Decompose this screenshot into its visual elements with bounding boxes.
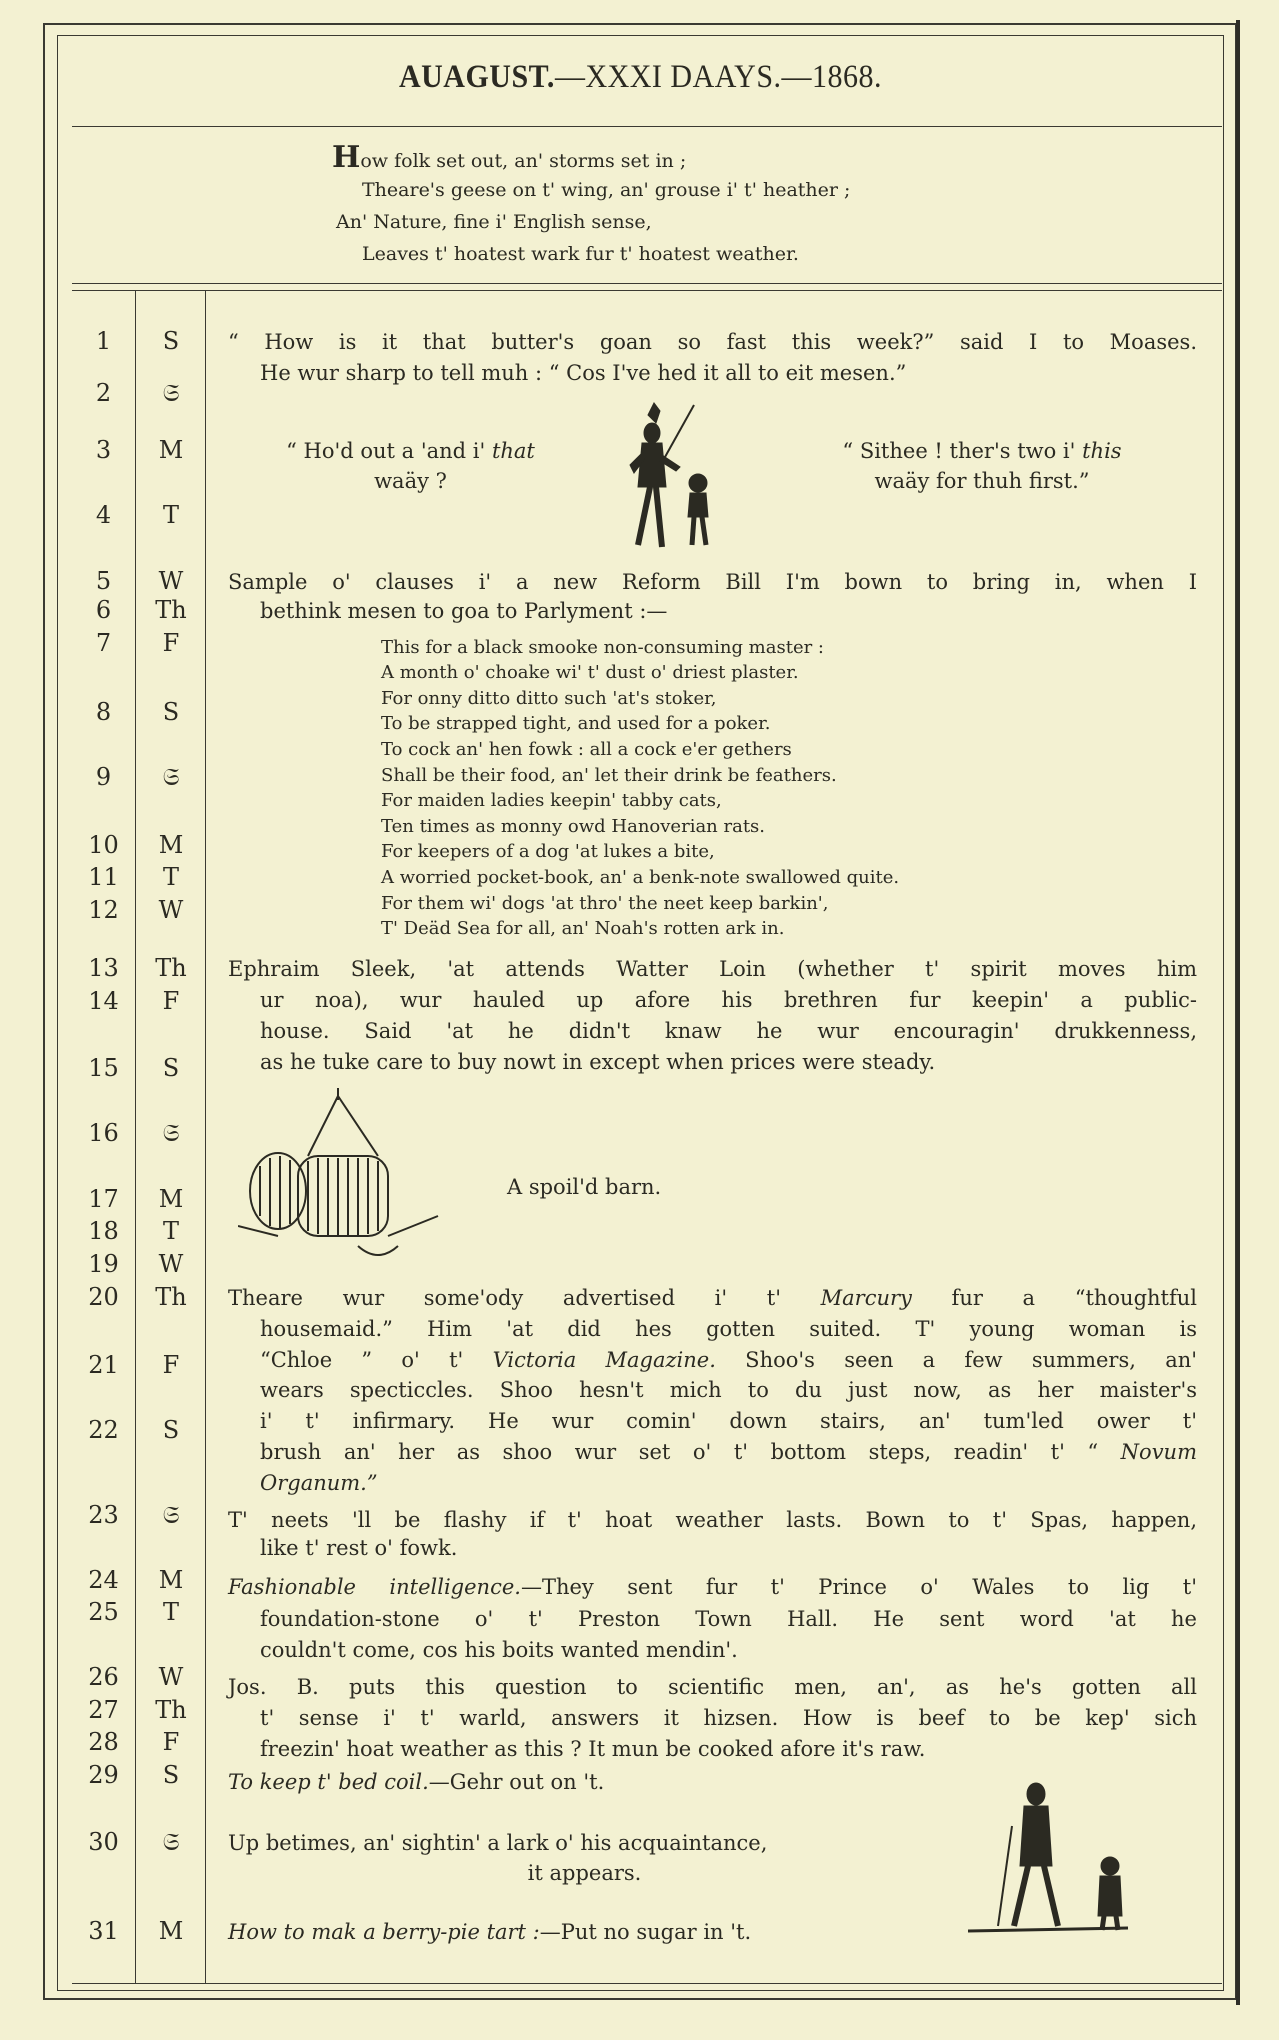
text: waäy for thuh first.”	[874, 469, 1090, 493]
entry-line	[796, 436, 1168, 466]
entry-line	[260, 1635, 1197, 1665]
date-number: 13	[88, 954, 119, 982]
text: For onny ditto ditto such 'at's stoker,	[381, 687, 717, 709]
date-number: 18	[88, 1217, 119, 1245]
text: i' t' infirmary. He wur comin' down stairs, an' tum'led ower t'	[260, 1409, 1197, 1434]
weekday-letter: M	[158, 831, 184, 859]
poem-rule-top	[72, 283, 1222, 284]
text: couldn't come, cos his boits wanted mendin'.	[260, 1638, 738, 1662]
text: Shall be their food, an' let their drink be feathers.	[381, 764, 837, 786]
weekday-letter: T	[162, 501, 179, 529]
poem-line-4: Leaves t' hoatest wark fur t' hoatest weather.	[362, 243, 799, 265]
date-number: 27	[88, 1696, 119, 1724]
entry-line	[260, 596, 1197, 626]
weekday-letter: M	[158, 436, 184, 464]
entry-line	[260, 1604, 1197, 1634]
text: For maiden ladies keepin' tabby cats,	[381, 790, 722, 812]
date-number: 4	[95, 501, 112, 529]
entry-line	[260, 1437, 1197, 1467]
weekday-letter: Th	[155, 1696, 187, 1724]
entry-line	[381, 814, 1181, 839]
entry-line	[228, 327, 1197, 357]
date-number: 21	[88, 1351, 119, 1379]
date-number: 5	[95, 567, 112, 595]
weekday-letter: Th	[155, 954, 187, 982]
page-edge	[1236, 20, 1240, 2005]
entry-line	[228, 1858, 941, 1888]
date-number: 20	[88, 1283, 119, 1311]
entry-line	[260, 358, 1197, 388]
italic-text: Novum	[1120, 1440, 1197, 1464]
weekday-letter: M	[158, 1566, 184, 1594]
weekday-letter: W	[158, 896, 184, 924]
date-number: 26	[88, 1663, 119, 1691]
entry-line	[381, 788, 1181, 813]
date-number: 9	[95, 763, 112, 791]
title-rest: —XXXI DAAYS.—1868.	[554, 58, 883, 95]
text: —They sent fur t' Prince o' Wales to lig t'	[520, 1575, 1197, 1599]
entry-line	[260, 1406, 1197, 1436]
date-column-divider	[135, 291, 136, 1984]
sunday-glyph: 𝔖	[162, 1119, 180, 1147]
entry-line	[381, 916, 1181, 941]
text: Up betimes, an' sightin' a lark o' his acquaintance,	[228, 1831, 768, 1855]
text: like t' rest o' fowk.	[260, 1536, 458, 1560]
entry-line	[260, 1345, 1197, 1375]
date-number: 25	[88, 1598, 119, 1626]
weekday-letter: T	[162, 1217, 179, 1245]
title-rule	[72, 126, 1222, 127]
entry-line	[381, 711, 1181, 736]
weekday-letter: S	[162, 327, 180, 355]
date-number: 23	[88, 1501, 119, 1529]
entry-line	[228, 1672, 1197, 1702]
weekday-letter: W	[158, 1663, 184, 1691]
poem-text: ow folk set out, an' storms set in ;	[360, 150, 687, 172]
italic-text: that	[491, 439, 535, 463]
weekday-letter: Th	[155, 1283, 187, 1311]
text: Theare wur some'ody advertised i' t'	[228, 1286, 821, 1310]
entry-line	[260, 1314, 1197, 1344]
entry-line	[260, 1703, 1197, 1733]
text: To cock an' hen fowk : all a cock e'er gethers	[381, 738, 792, 760]
weekday-letter: M	[158, 1185, 184, 1213]
weekday-letter: Th	[155, 596, 187, 624]
text: “Chloe ” o' t'	[260, 1347, 493, 1372]
text: A worried pocket-book, an' a benk-note swallowed quite.	[381, 866, 900, 888]
weekday-letter: M	[158, 1917, 184, 1945]
date-number: 12	[88, 896, 119, 924]
entry-line	[243, 466, 578, 496]
text: as he tuke care to buy nowt in except when prices were steady.	[260, 1050, 936, 1074]
entry-line	[260, 1468, 1197, 1498]
date-number: 29	[88, 1761, 119, 1789]
weekday-letter: W	[158, 567, 184, 595]
date-number: 14	[88, 987, 119, 1015]
weekday-letter: S	[162, 1054, 180, 1082]
entry-line	[228, 1572, 1197, 1602]
date-number: 7	[95, 629, 112, 657]
weekday-letter: F	[162, 987, 180, 1015]
entry-line	[507, 1172, 907, 1202]
poem-line-3: An' Nature, fine i' English sense,	[336, 211, 652, 233]
text: A spoil'd barn.	[507, 1175, 662, 1199]
bottom-rule-1	[72, 1983, 1222, 1984]
date-number: 17	[88, 1185, 119, 1213]
entry-line	[260, 1047, 1197, 1077]
italic-text: Marcury	[820, 1286, 912, 1310]
date-number: 28	[88, 1728, 119, 1756]
date-number: 11	[88, 863, 119, 891]
bottom-rule-2	[57, 1990, 1224, 1991]
italic-text: Fashionable intelligence.	[228, 1575, 521, 1599]
text: t' sense i' t' warld, answers it hizsen. How is beef to be kep' sich	[260, 1706, 1197, 1730]
entry-line	[381, 737, 1181, 762]
entry-line	[381, 660, 1181, 685]
text: it appears.	[527, 1861, 642, 1885]
text: —Put no sugar in 't.	[539, 1920, 752, 1944]
text: A month o' choake wi' t' dust o' driest plaster.	[381, 662, 799, 684]
man-and-boy-illustration	[610, 395, 740, 555]
date-number: 15	[88, 1054, 119, 1082]
weekday-letter: F	[162, 629, 180, 657]
text: To be strapped tight, and used for a poker.	[381, 713, 771, 735]
poem-line-1	[332, 140, 687, 175]
text: Shoo's seen a few summers, an'	[715, 1347, 1198, 1372]
weekday-letter: S	[162, 698, 180, 726]
date-number: 6	[95, 596, 112, 624]
poem-line-2: Theare's geese on t' wing, an' grouse i' t' heather ;	[362, 179, 851, 201]
date-number: 3	[95, 436, 112, 464]
day-column-divider	[205, 291, 206, 1984]
entry-line	[260, 1533, 1197, 1563]
entry-line	[228, 1505, 1197, 1535]
text: waäy ?	[374, 469, 447, 493]
weekday-letter: F	[162, 1351, 180, 1379]
sunday-glyph: 𝔖	[162, 1501, 180, 1529]
text: Jos. B. puts this question to scientific men, an', as he's gotten all	[228, 1675, 1197, 1699]
text: housemaid.” Him 'at did hes gotten suited. T' young woman is	[260, 1316, 1197, 1341]
entry-line	[381, 686, 1181, 711]
weekday-letter: T	[162, 863, 179, 891]
sunday-glyph: 𝔖	[162, 763, 180, 791]
date-number: 1	[95, 327, 112, 355]
entry-line	[381, 839, 1181, 864]
date-number: 31	[88, 1917, 119, 1945]
date-number: 19	[88, 1250, 119, 1278]
entry-line	[260, 985, 1197, 1015]
text: fur a “thoughtful	[911, 1286, 1197, 1310]
date-number: 22	[88, 1416, 119, 1444]
entry-line	[260, 1375, 1197, 1405]
title-month: AUAGUST.	[398, 58, 555, 95]
entry-line	[228, 1828, 941, 1858]
entry-line	[381, 763, 1181, 788]
entry-line	[260, 1734, 1197, 1764]
date-number: 30	[88, 1828, 119, 1856]
text: brush an' her as shoo wur set o' t' bottom steps, readin' t' “	[260, 1440, 1121, 1464]
weekday-letter: S	[162, 1416, 180, 1444]
entry-line	[228, 954, 1197, 984]
weekday-letter: S	[162, 1761, 180, 1789]
text: freezin' hoat weather as this ? It mun be cooked afore it's raw.	[260, 1737, 926, 1761]
weekday-letter: T	[162, 1598, 179, 1626]
entry-line	[228, 567, 1197, 597]
spoiled-barn-illustration	[238, 1086, 453, 1266]
text: foundation-stone o' t' Preston Town Hall. He sent word 'at he	[260, 1606, 1197, 1631]
text: Ephraim Sleek, 'at attends Watter Loin (whether t' spirit moves him	[228, 957, 1197, 981]
italic-text: this	[1082, 439, 1122, 463]
entry-line	[260, 1016, 1197, 1046]
entry-line	[228, 1283, 1197, 1313]
text: ur noa), wur hauled up afore his brethren fur keepin' a public-	[260, 988, 1197, 1012]
sunday-glyph: 𝔖	[162, 1828, 180, 1856]
text: For them wi' dogs 'at thro' the neet keep barkin',	[381, 892, 829, 914]
weekday-letter: F	[162, 1728, 180, 1756]
text: Sample o' clauses i' a new Reform Bill I'm bown to bring in, when I	[228, 570, 1197, 594]
drop-cap: H	[332, 140, 361, 175]
date-number: 10	[88, 831, 119, 859]
date-number: 24	[88, 1566, 119, 1594]
page-title	[57, 58, 1224, 95]
text: This for a black smooke non-consuming master :	[381, 636, 824, 658]
italic-text: Victoria Magazine.	[492, 1347, 716, 1372]
text: “ Ho'd out a 'and i'	[286, 439, 492, 463]
text: He wur sharp to tell muh : “ Cos I've hed it all to eit mesen.”	[260, 361, 907, 385]
italic-text: To keep t' bed coil.	[228, 1770, 429, 1794]
entry-line	[243, 436, 578, 466]
date-number: 2	[95, 379, 112, 407]
italic-text: Organum.”	[260, 1470, 378, 1495]
text: house. Said 'at he didn't knaw he wur encouragin' drukkenness,	[260, 1019, 1197, 1043]
sunday-glyph: 𝔖	[162, 379, 180, 407]
text: For keepers of a dog 'at lukes a bite,	[381, 841, 715, 863]
entry-line	[381, 891, 1181, 916]
text: T' Deäd Sea for all, an' Noah's rotten ark in.	[381, 918, 785, 940]
text: Ten times as monny owd Hanoverian rats.	[381, 815, 766, 837]
date-number: 16	[88, 1119, 119, 1147]
text: “ How is it that butter's goan so fast this week?” said I to Moases.	[228, 330, 1197, 354]
weekday-letter: W	[158, 1250, 184, 1278]
text: bethink mesen to goa to Parlyment :—	[260, 599, 668, 623]
text: —Gehr out on 't.	[428, 1770, 605, 1794]
text: T' neets 'll be flashy if t' hoat weather lasts. Bown to t' Spas, happen,	[228, 1508, 1197, 1532]
italic-text: How to mak a berry-pie tart :	[228, 1920, 540, 1944]
text: wears specticcles. Shoo hesn't mich to du just now, as her maister's	[260, 1378, 1197, 1403]
entry-line	[381, 865, 1181, 890]
poem-rule-bottom	[72, 290, 1222, 291]
date-number: 8	[95, 698, 112, 726]
text: “ Sithee ! ther's two i'	[842, 439, 1083, 463]
entry-line	[381, 635, 1181, 660]
entry-line	[796, 466, 1168, 496]
man-with-stick-and-boy-illustration	[968, 1776, 1158, 1941]
